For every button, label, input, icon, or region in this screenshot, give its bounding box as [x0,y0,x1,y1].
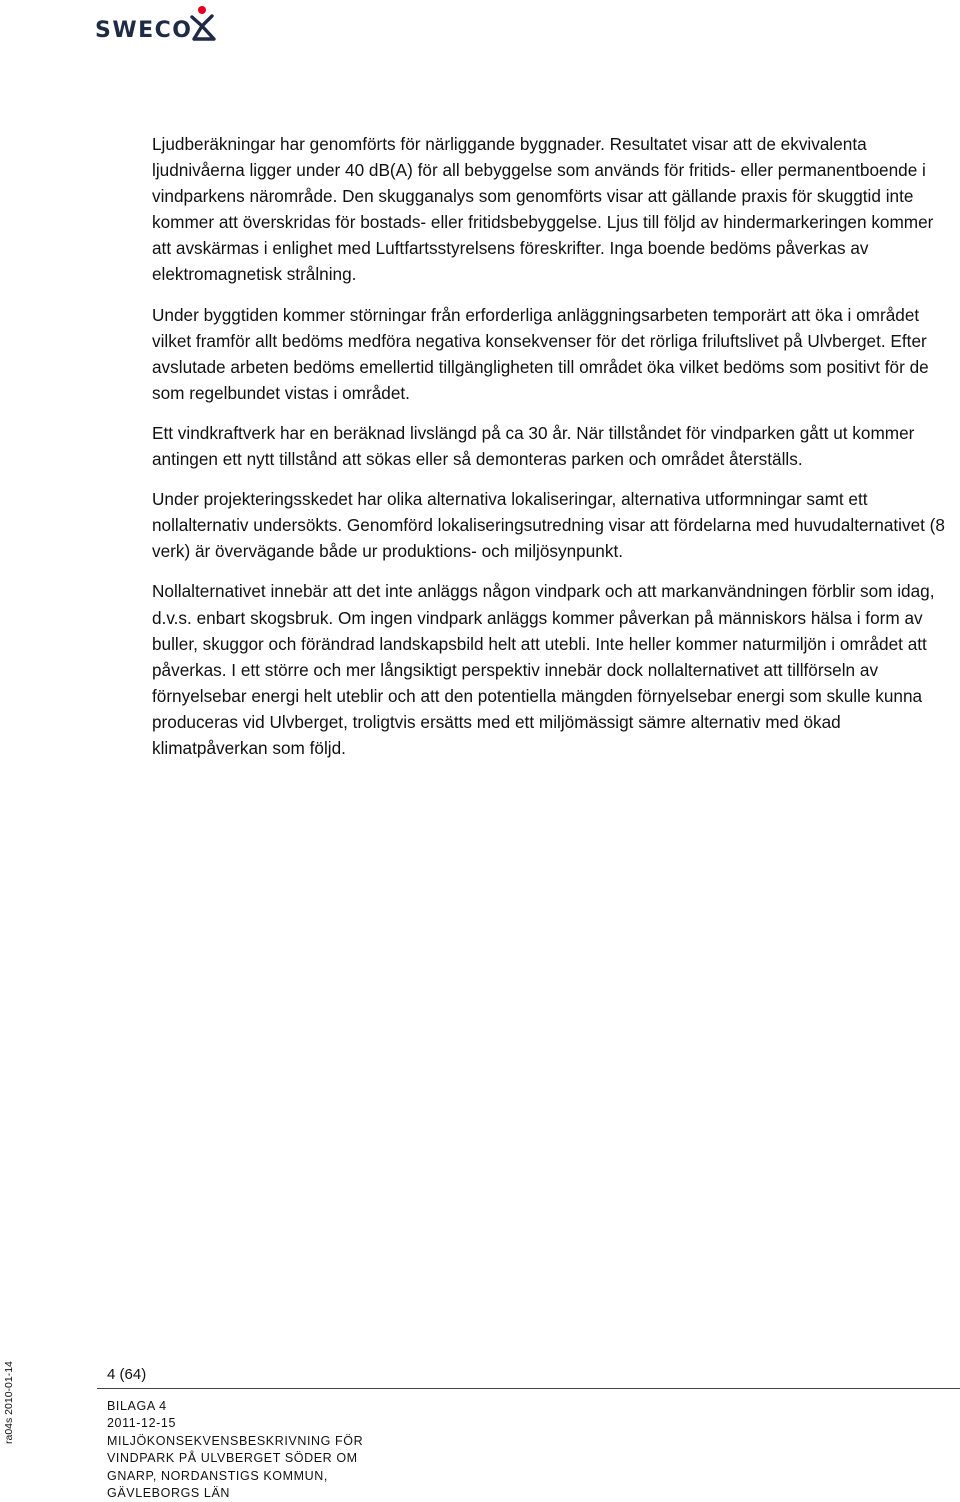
sweco-figure-icon [188,4,218,44]
footer-divider [97,1388,960,1389]
footer-line: 2011-12-15 [107,1416,177,1431]
paragraph: Under byggtiden kommer störningar från erforderliga anläggningsarbeten temporärt att öka i området vilket framför allt bedöms medföra negativa konsekvenser för det rörliga friluftslivet på Ulvberget. Efter avslutade arbeten bedöms emellertid tillgängligheten till området öka vilket bedöms som positivt för de som regelbundet vistas i området. [152,304,929,403]
footer-line: MILJÖKONSEKVENSBESKRIVNING FÖR [107,1433,364,1448]
footer-document-info [107,1398,363,1502]
paragraph: Nollalternativet innebär att det inte anläggs någon vindpark och att markanvändningen förblir som idag, d.v.s. enbart skogsbruk. Om ingen vindpark anläggs kommer påverkan på människors hälsa i form av buller, skuggor och förändrad landskapsbild helt att utebli. Inte heller kommer naturmiljön i området att påverkas. I ett större och mer långsiktigt perspektiv innebär dock nollalternativet att tillförseln av förnyelsebar energi helt uteblir och att den potentiella mängden förnyelsebar energi som skulle kunna produceras vid Ulvberget, troligtvis ersätts med ett miljömässigt sämre alternativ med ökad klimatpåverkan som följd. [152,581,935,758]
sweco-logo [95,4,235,48]
footer-line: BILAGA 4 [107,1399,167,1413]
footer-line: GNARP, NORDANSTIGS KOMMUN, [107,1468,328,1483]
footer-line: GÄVLEBORGS LÄN [107,1486,231,1501]
paragraph: Under projekteringsskedet har olika alternativa lokaliseringar, alternativa utformningar samt ett nollalternativ undersökts. Genomförd lokaliseringsutredning visar att fördelarna med huvudalternativet (8 verk) är övervägande både ur produktions- och miljösynpunkt. [152,489,945,562]
footer-line: VINDPARK PÅ ULVBERGET SÖDER OM [107,1451,358,1466]
page-number: 4 (64) [107,1366,147,1383]
body-text [152,131,952,761]
paragraph: Ett vindkraftverk har en beräknad livslängd på ca 30 år. När tillståndet för vindparken gått ut kommer antingen ett nytt tillstånd att sökas eller så demonteras parken och området återställs. [152,422,915,470]
template-code: ra04s 2010-01-14 [3,1361,15,1444]
logo-text: SWECO [95,18,193,43]
paragraph: Ljudberäkningar har genomförts för närliggande byggnader. Resultatet visar att de ekvivalenta ljudnivåerna ligger under 40 dB(A) för all bebyggelse som används för fritids- eller permanentboende i vindparkens närområde. Den skugganalys som genomförts visar att gällande praxis för skuggtid inte kommer att överskridas för bostads- eller fritidsbebyggelse. Ljus till följd av hindermarkeringen kommer att avskärmas i enlighet med Luftfartsstyrelsens föreskrifter. Inga boende bedöms påverkas av elektromagnetisk strålning. [152,134,934,285]
